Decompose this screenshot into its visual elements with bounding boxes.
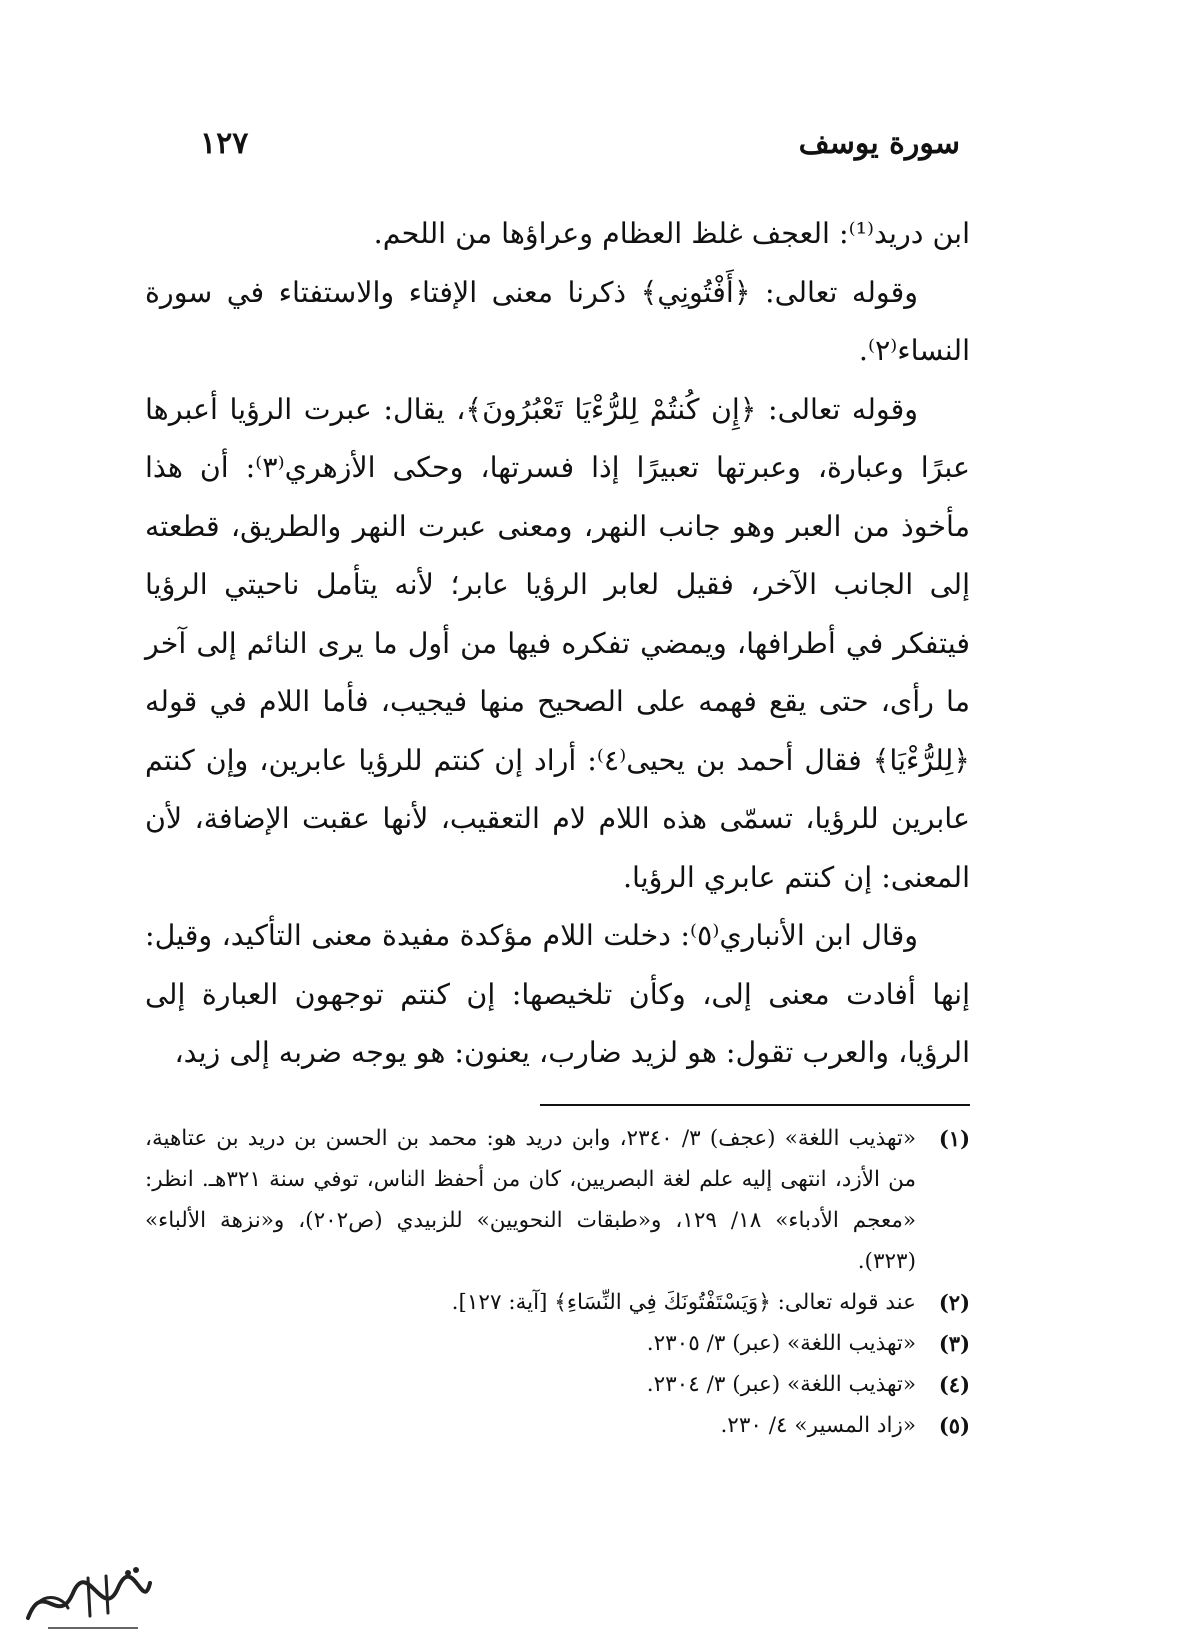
footnote-text: «تهذيب اللغة» (عبر) ٣/ ٢٣٠٥. <box>646 1331 916 1356</box>
footnote-item <box>145 1118 970 1282</box>
footnote-text: عند قوله تعالى: ﴿وَيَسْتَفْتُونَكَ فِي النِّسَاءِ﴾ [آية: ١٢٧]. <box>451 1290 916 1315</box>
footnote-number: (٥) <box>938 1413 970 1438</box>
main-text <box>145 205 970 1083</box>
footnote-item <box>145 1282 970 1323</box>
footnote-number: (٤) <box>938 1372 970 1397</box>
surah-title: سورة يوسف <box>798 125 960 161</box>
footnote-number: (٣) <box>938 1331 970 1356</box>
footnote-item <box>145 1405 970 1446</box>
footnote-number: (٢) <box>938 1290 970 1315</box>
footnote-item <box>145 1323 970 1364</box>
footnote-text: «تهذيب اللغة» (عجف) ٣/ ٢٣٤٠، وابن دريد هو: محمد بن الحسن بن دريد بن عتاهية، من الأزد، انتهى إليه علم لغة البصريين، كان من أحفظ الناس، توفي سنة ٣٢١هـ. انظر: «معجم الأدباء» ١٨/ ١٢٩، و«طبقات النحويين» للزبيدي (ص٢٠٢)، و«نزهة الألباء» (٣٢٣). <box>145 1126 916 1274</box>
paragraph: وقوله تعالى: ﴿إِن كُنتُمْ لِلرُّءْيَا تَعْبُرُونَ﴾، يقال: عبرت الرؤيا أعبرها عبرًا وعبارة، وعبرتها تعبيرًا إذا فسرتها، وحكى الأزهري⁽٣⁾: أن هذا مأخوذ من العبر وهو جانب النهر، ومعنى عبرت النهر والطريق، قطعته إلى الجانب الآخر، فقيل لعابر الرؤيا عابر؛ لأنه يتأمل ناحيتي الرؤيا فيتفكر في أطرافها، ويمضي تفكره فيها من أول ما يرى النائم إلى آخر ما رأى، حتى يقع فهمه على الصحيح منها فيجيب، فأما اللام في قوله ﴿لِلرُّءْيَا﴾ فقال أحمد بن يحيى⁽٤⁾: أراد إن كنتم للرؤيا عابرين، وإن كنتم عابرين للرؤيا، تسمّى هذه اللام لام التعقيب، لأنها عقبت الإضافة، لأن المعنى: إن كنتم عابري الرؤيا. <box>145 392 970 894</box>
publisher-stamp-logo <box>18 1558 158 1638</box>
footnote-text: «تهذيب اللغة» (عبر) ٣/ ٢٣٠٤. <box>646 1372 916 1397</box>
paragraph: وقوله تعالى: ﴿أَفْتُونِي﴾ ذكرنا معنى الإفتاء والاستفتاء في سورة النساء⁽٢⁾. <box>145 275 970 367</box>
footnote-item <box>145 1364 970 1405</box>
footnote-text: «زاد المسير» ٤/ ٢٣٠. <box>720 1413 916 1438</box>
paragraph: ابن دريد⁽¹⁾: العجف غلظ العظام وعراؤها من اللحم. <box>373 217 970 250</box>
footnote-number: (١) <box>938 1126 970 1151</box>
running-head <box>200 118 960 168</box>
footnotes <box>145 1118 970 1446</box>
paragraph: وقال ابن الأنباري⁽٥⁾: دخلت اللام مؤكدة مفيدة معنى التأكيد، وقيل: إنها أفادت معنى إلى، وكأن تلخيصها: إن كنتم توجهون العبارة إلى الرؤيا، والعرب تقول: هو لزيد ضارب، يعنون: هو يوجه ضربه إلى زيد، <box>145 919 970 1069</box>
page-number: ١٢٧ <box>200 125 249 161</box>
footnote-separator <box>540 1104 970 1106</box>
